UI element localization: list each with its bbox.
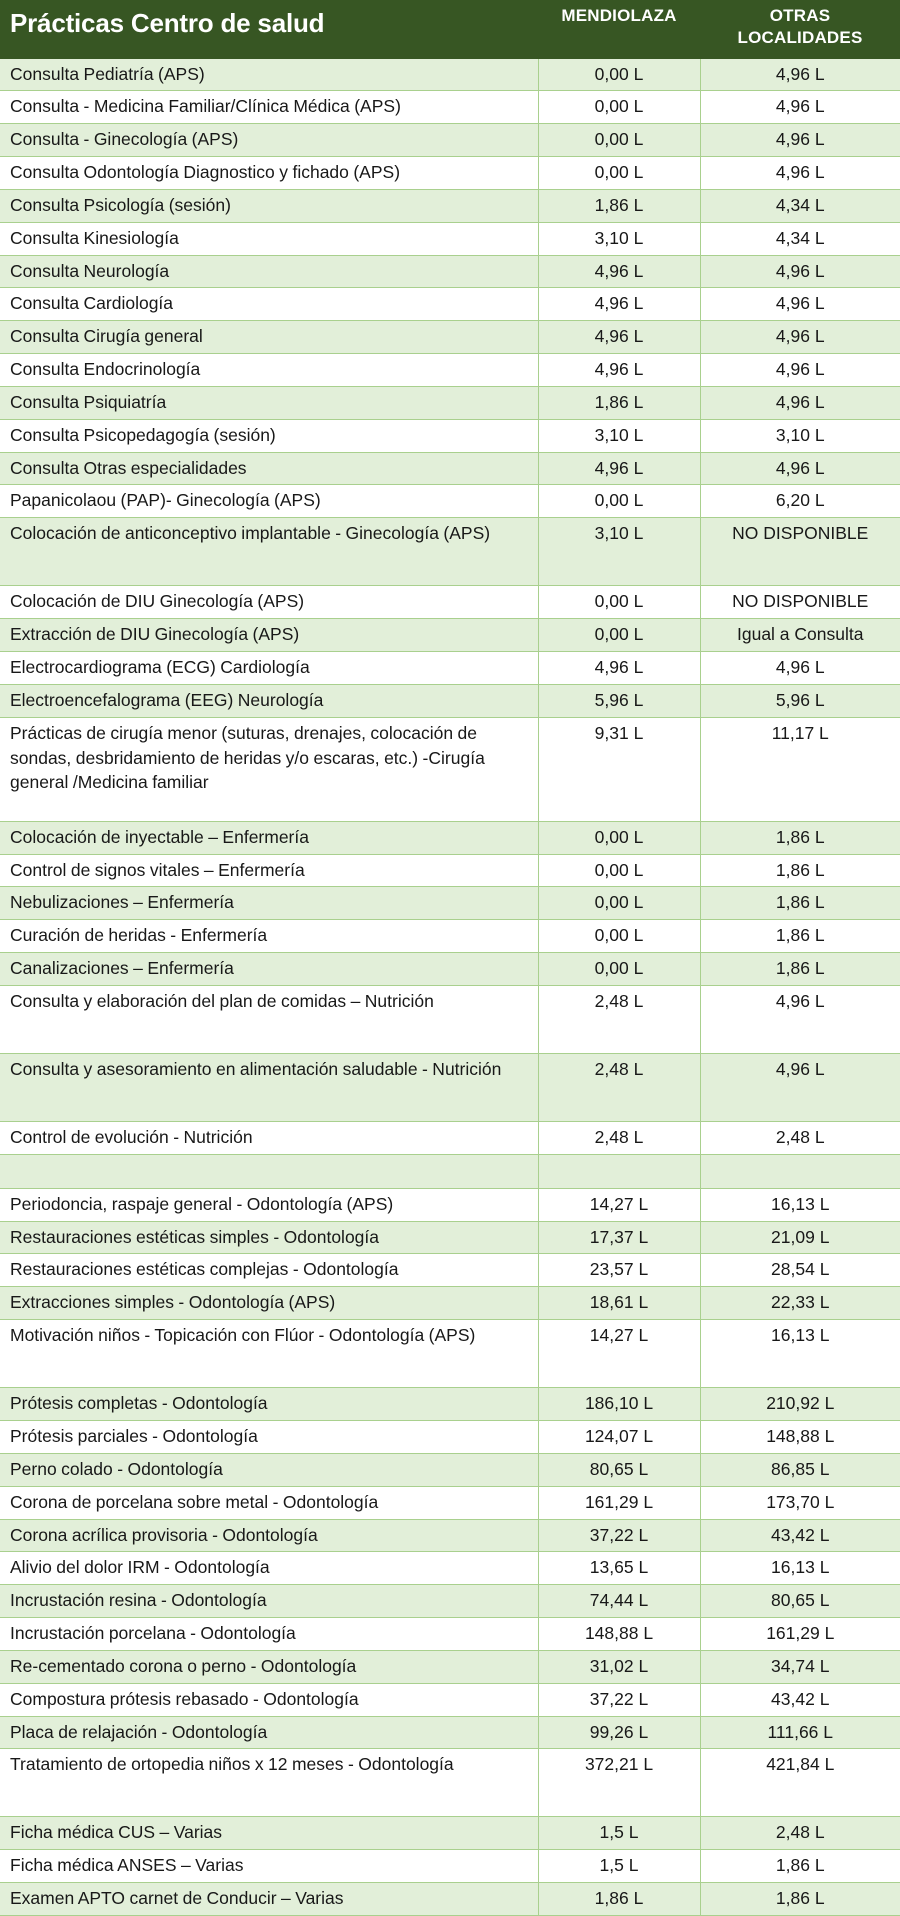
- cell-price-otras-localidades: 1,86 L: [700, 1883, 900, 1916]
- table-row: [0, 854, 900, 887]
- cell-price-mendiolaza: 14,27 L: [538, 1320, 700, 1388]
- cell-price-mendiolaza: 18,61 L: [538, 1287, 700, 1320]
- cell-practice: Consulta y asesoramiento en alimentación saludable - Nutrición: [0, 1053, 538, 1121]
- table-row: [0, 1883, 900, 1916]
- cell-practice: Re-cementado corona o perno - Odontología: [0, 1650, 538, 1683]
- table-row: [0, 222, 900, 255]
- cell-price-otras-localidades: 210,92 L: [700, 1388, 900, 1421]
- table-row: [0, 1420, 900, 1453]
- cell-price-mendiolaza: 14,27 L: [538, 1188, 700, 1221]
- cell-practice: Consulta Cirugía general: [0, 321, 538, 354]
- cell-practice: Alivio del dolor IRM - Odontología: [0, 1552, 538, 1585]
- cell-price-otras-localidades: 4,96 L: [700, 652, 900, 685]
- cell-price-mendiolaza: 0,00 L: [538, 953, 700, 986]
- cell-price-mendiolaza: 148,88 L: [538, 1618, 700, 1651]
- cell-price-otras-localidades: 6,20 L: [700, 485, 900, 518]
- table-row: [0, 91, 900, 124]
- cell-price-otras-localidades: 421,84 L: [700, 1749, 900, 1817]
- cell-price-mendiolaza: 1,5 L: [538, 1817, 700, 1850]
- cell-price-otras-localidades: 28,54 L: [700, 1254, 900, 1287]
- cell-practice: Tratamiento de ortopedia niños x 12 meses - Odontología: [0, 1749, 538, 1817]
- table-row: [0, 386, 900, 419]
- cell-practice: Nebulizaciones – Enfermería: [0, 887, 538, 920]
- cell-price-mendiolaza: 2,48 L: [538, 985, 700, 1053]
- table-row: [0, 1121, 900, 1154]
- table-row: [0, 321, 900, 354]
- cell-practice: Compostura prótesis rebasado - Odontología: [0, 1683, 538, 1716]
- cell-practice: Periodoncia, raspaje general - Odontología (APS): [0, 1188, 538, 1221]
- cell-price-otras-localidades: 4,96 L: [700, 124, 900, 157]
- table-header: [0, 0, 900, 58]
- table-row: [0, 1683, 900, 1716]
- cell-practice: Incrustación porcelana - Odontología: [0, 1618, 538, 1651]
- cell-price-mendiolaza: 0,00 L: [538, 91, 700, 124]
- table-row: [0, 717, 900, 821]
- table-row: [0, 586, 900, 619]
- table-row: [0, 985, 900, 1053]
- cell-price-otras-localidades: 34,74 L: [700, 1650, 900, 1683]
- cell-price-mendiolaza: 1,5 L: [538, 1850, 700, 1883]
- table-row: [0, 1850, 900, 1883]
- cell-price-mendiolaza: 3,10 L: [538, 518, 700, 586]
- table-row: [0, 419, 900, 452]
- cell-practice: Consulta Otras especialidades: [0, 452, 538, 485]
- cell-price-mendiolaza: 1,86 L: [538, 1883, 700, 1916]
- cell-price-mendiolaza: 0,00 L: [538, 887, 700, 920]
- cell-practice: Restauraciones estéticas complejas - Odontología: [0, 1254, 538, 1287]
- cell-price-mendiolaza: 3,10 L: [538, 419, 700, 452]
- cell-price-mendiolaza: 4,96 L: [538, 321, 700, 354]
- cell-practice: Ficha médica ANSES – Varias: [0, 1850, 538, 1883]
- cell-practice: Consulta Kinesiología: [0, 222, 538, 255]
- table-row: [0, 1188, 900, 1221]
- cell-practice: Colocación de DIU Ginecología (APS): [0, 586, 538, 619]
- table-row: [0, 518, 900, 586]
- cell-practice: Canalizaciones – Enfermería: [0, 953, 538, 986]
- cell-price-mendiolaza: 161,29 L: [538, 1486, 700, 1519]
- cell-price-otras-localidades: 21,09 L: [700, 1221, 900, 1254]
- cell-practice: Motivación niños - Topicación con Flúor - Odontología (APS): [0, 1320, 538, 1388]
- cell-price-otras-localidades: 80,65 L: [700, 1585, 900, 1618]
- cell-price-mendiolaza: 0,00 L: [538, 619, 700, 652]
- cell-price-otras-localidades: 1,86 L: [700, 887, 900, 920]
- cell-price-otras-localidades: 1,86 L: [700, 920, 900, 953]
- cell-price-otras-localidades: 4,96 L: [700, 354, 900, 387]
- cell-price-mendiolaza: 1,86 L: [538, 386, 700, 419]
- cell-price-mendiolaza: 17,37 L: [538, 1221, 700, 1254]
- cell-price-otras-localidades: 4,96 L: [700, 157, 900, 190]
- table-row: [0, 1618, 900, 1651]
- cell-price-mendiolaza: 4,96 L: [538, 452, 700, 485]
- cell-price-mendiolaza: 4,96 L: [538, 255, 700, 288]
- cell-practice: Corona acrílica provisoria - Odontología: [0, 1519, 538, 1552]
- cell-practice: Prótesis parciales - Odontología: [0, 1420, 538, 1453]
- cell-practice: Electroencefalograma (EEG) Neurología: [0, 684, 538, 717]
- cell-price-mendiolaza: 0,00 L: [538, 485, 700, 518]
- cell-practice: Papanicolaou (PAP)- Ginecología (APS): [0, 485, 538, 518]
- cell-price-mendiolaza: 372,21 L: [538, 1749, 700, 1817]
- cell-price-mendiolaza: 0,00 L: [538, 58, 700, 91]
- cell-price-otras-localidades: [700, 1154, 900, 1188]
- cell-price-mendiolaza: 0,00 L: [538, 821, 700, 854]
- table-row: [0, 1388, 900, 1421]
- table-row: [0, 485, 900, 518]
- table-body: [0, 58, 900, 1916]
- cell-price-mendiolaza: 99,26 L: [538, 1716, 700, 1749]
- table-row: [0, 1552, 900, 1585]
- cell-price-otras-localidades: NO DISPONIBLE: [700, 586, 900, 619]
- cell-price-otras-localidades: 43,42 L: [700, 1683, 900, 1716]
- cell-price-mendiolaza: 37,22 L: [538, 1683, 700, 1716]
- table-row: [0, 1650, 900, 1683]
- cell-practice: Prácticas de cirugía menor (suturas, drenajes, colocación de sondas, desbridamiento de heridas y/o escaras, etc.) -Cirugía general /Medicina familiar: [0, 717, 538, 821]
- cell-practice: Consulta Endocrinología: [0, 354, 538, 387]
- cell-price-otras-localidades: NO DISPONIBLE: [700, 518, 900, 586]
- cell-price-mendiolaza: 37,22 L: [538, 1519, 700, 1552]
- table-row: [0, 1716, 900, 1749]
- cell-price-otras-localidades: 16,13 L: [700, 1552, 900, 1585]
- cell-practice: Consulta Psicología (sesión): [0, 189, 538, 222]
- table-row: [0, 1287, 900, 1320]
- table-row: [0, 124, 900, 157]
- cell-practice: Colocación de inyectable – Enfermería: [0, 821, 538, 854]
- cell-practice: Corona de porcelana sobre metal - Odontología: [0, 1486, 538, 1519]
- table-row: [0, 1254, 900, 1287]
- cell-price-otras-localidades: 2,48 L: [700, 1121, 900, 1154]
- cell-practice: Restauraciones estéticas simples - Odontología: [0, 1221, 538, 1254]
- cell-price-mendiolaza: 0,00 L: [538, 586, 700, 619]
- cell-price-otras-localidades: 4,34 L: [700, 222, 900, 255]
- cell-practice: Consulta Cardiología: [0, 288, 538, 321]
- cell-practice: Incrustación resina - Odontología: [0, 1585, 538, 1618]
- column-header-mendiolaza: MENDIOLAZA: [538, 0, 700, 58]
- cell-price-mendiolaza: 186,10 L: [538, 1388, 700, 1421]
- cell-price-otras-localidades: 4,96 L: [700, 985, 900, 1053]
- cell-practice: Perno colado - Odontología: [0, 1453, 538, 1486]
- cell-price-otras-localidades: 173,70 L: [700, 1486, 900, 1519]
- cell-price-mendiolaza: 1,86 L: [538, 189, 700, 222]
- column-header-practice: Prácticas Centro de salud: [0, 0, 538, 58]
- cell-practice: Extracciones simples - Odontología (APS): [0, 1287, 538, 1320]
- cell-price-otras-localidades: 4,96 L: [700, 91, 900, 124]
- table-row: [0, 1817, 900, 1850]
- cell-practice: Consulta Psiquiatría: [0, 386, 538, 419]
- table-row: [0, 1486, 900, 1519]
- cell-practice: Ficha médica CUS – Varias: [0, 1817, 538, 1850]
- table-row: [0, 157, 900, 190]
- table-row: [0, 1320, 900, 1388]
- table-row: [0, 619, 900, 652]
- cell-price-otras-localidades: 1,86 L: [700, 953, 900, 986]
- cell-price-mendiolaza: 2,48 L: [538, 1053, 700, 1121]
- cell-price-mendiolaza: 0,00 L: [538, 920, 700, 953]
- cell-price-mendiolaza: 0,00 L: [538, 157, 700, 190]
- cell-price-otras-localidades: 111,66 L: [700, 1716, 900, 1749]
- cell-practice: Prótesis completas - Odontología: [0, 1388, 538, 1421]
- cell-practice: Control de signos vitales – Enfermería: [0, 854, 538, 887]
- cell-price-otras-localidades: 4,96 L: [700, 1053, 900, 1121]
- table-row: [0, 920, 900, 953]
- table-row: [0, 58, 900, 91]
- cell-price-mendiolaza: 0,00 L: [538, 854, 700, 887]
- table-row: [0, 887, 900, 920]
- cell-price-otras-localidades: 3,10 L: [700, 419, 900, 452]
- cell-price-otras-localidades: 43,42 L: [700, 1519, 900, 1552]
- cell-price-mendiolaza: 74,44 L: [538, 1585, 700, 1618]
- table-row: [0, 684, 900, 717]
- cell-practice: [0, 1154, 538, 1188]
- table-row: [0, 288, 900, 321]
- cell-price-otras-localidades: 4,96 L: [700, 452, 900, 485]
- cell-price-mendiolaza: 3,10 L: [538, 222, 700, 255]
- table-row: [0, 255, 900, 288]
- table-row: [0, 452, 900, 485]
- cell-price-otras-localidades: 4,96 L: [700, 321, 900, 354]
- cell-price-otras-localidades: 1,86 L: [700, 821, 900, 854]
- cell-price-mendiolaza: 4,96 L: [538, 288, 700, 321]
- cell-price-otras-localidades: 16,13 L: [700, 1188, 900, 1221]
- cell-price-mendiolaza: 0,00 L: [538, 124, 700, 157]
- cell-practice: Control de evolución - Nutrición: [0, 1121, 538, 1154]
- cell-practice: Colocación de anticonceptivo implantable - Ginecología (APS): [0, 518, 538, 586]
- cell-price-mendiolaza: 2,48 L: [538, 1121, 700, 1154]
- cell-price-otras-localidades: 148,88 L: [700, 1420, 900, 1453]
- cell-price-otras-localidades: 1,86 L: [700, 854, 900, 887]
- table-row: [0, 189, 900, 222]
- table-row: [0, 1053, 900, 1121]
- cell-price-mendiolaza: 4,96 L: [538, 652, 700, 685]
- cell-practice: Placa de relajación - Odontología: [0, 1716, 538, 1749]
- table-row: [0, 652, 900, 685]
- cell-price-otras-localidades: 11,17 L: [700, 717, 900, 821]
- cell-price-mendiolaza: 124,07 L: [538, 1420, 700, 1453]
- cell-price-mendiolaza: 31,02 L: [538, 1650, 700, 1683]
- cell-price-mendiolaza: 5,96 L: [538, 684, 700, 717]
- cell-practice: Electrocardiograma (ECG) Cardiología: [0, 652, 538, 685]
- cell-price-mendiolaza: 13,65 L: [538, 1552, 700, 1585]
- cell-practice: Consulta - Medicina Familiar/Clínica Médica (APS): [0, 91, 538, 124]
- cell-price-otras-localidades: 4,96 L: [700, 288, 900, 321]
- cell-price-otras-localidades: 4,34 L: [700, 189, 900, 222]
- table-row: [0, 821, 900, 854]
- cell-price-otras-localidades: 4,96 L: [700, 255, 900, 288]
- cell-price-mendiolaza: [538, 1154, 700, 1188]
- table-row: [0, 1585, 900, 1618]
- cell-price-otras-localidades: 4,96 L: [700, 58, 900, 91]
- cell-practice: Curación de heridas - Enfermería: [0, 920, 538, 953]
- cell-practice: Consulta Odontología Diagnostico y fichado (APS): [0, 157, 538, 190]
- cell-practice: Examen APTO carnet de Conducir – Varias: [0, 1883, 538, 1916]
- column-header-otras-localidades: OTRAS LOCALIDADES: [700, 0, 900, 58]
- cell-price-mendiolaza: 4,96 L: [538, 354, 700, 387]
- cell-price-otras-localidades: 86,85 L: [700, 1453, 900, 1486]
- cell-practice: Extracción de DIU Ginecología (APS): [0, 619, 538, 652]
- cell-price-otras-localidades: 1,86 L: [700, 1850, 900, 1883]
- cell-price-otras-localidades: 5,96 L: [700, 684, 900, 717]
- table-row: [0, 1749, 900, 1817]
- table-row: [0, 1519, 900, 1552]
- cell-price-otras-localidades: 16,13 L: [700, 1320, 900, 1388]
- cell-price-mendiolaza: 80,65 L: [538, 1453, 700, 1486]
- cell-practice: Consulta Neurología: [0, 255, 538, 288]
- cell-practice: Consulta Psicopedagogía (sesión): [0, 419, 538, 452]
- header-row: [0, 0, 900, 58]
- cell-practice: Consulta Pediatría (APS): [0, 58, 538, 91]
- cell-practice: Consulta y elaboración del plan de comidas – Nutrición: [0, 985, 538, 1053]
- cell-price-otras-localidades: 161,29 L: [700, 1618, 900, 1651]
- cell-price-otras-localidades: 2,48 L: [700, 1817, 900, 1850]
- cell-price-mendiolaza: 23,57 L: [538, 1254, 700, 1287]
- table-row: [0, 1154, 900, 1188]
- table-row: [0, 1453, 900, 1486]
- cell-practice: Consulta - Ginecología (APS): [0, 124, 538, 157]
- table-row: [0, 1221, 900, 1254]
- cell-price-otras-localidades: 22,33 L: [700, 1287, 900, 1320]
- cell-price-otras-localidades: 4,96 L: [700, 386, 900, 419]
- cell-price-mendiolaza: 9,31 L: [538, 717, 700, 821]
- table-row: [0, 953, 900, 986]
- table-row: [0, 354, 900, 387]
- cell-price-otras-localidades: Igual a Consulta: [700, 619, 900, 652]
